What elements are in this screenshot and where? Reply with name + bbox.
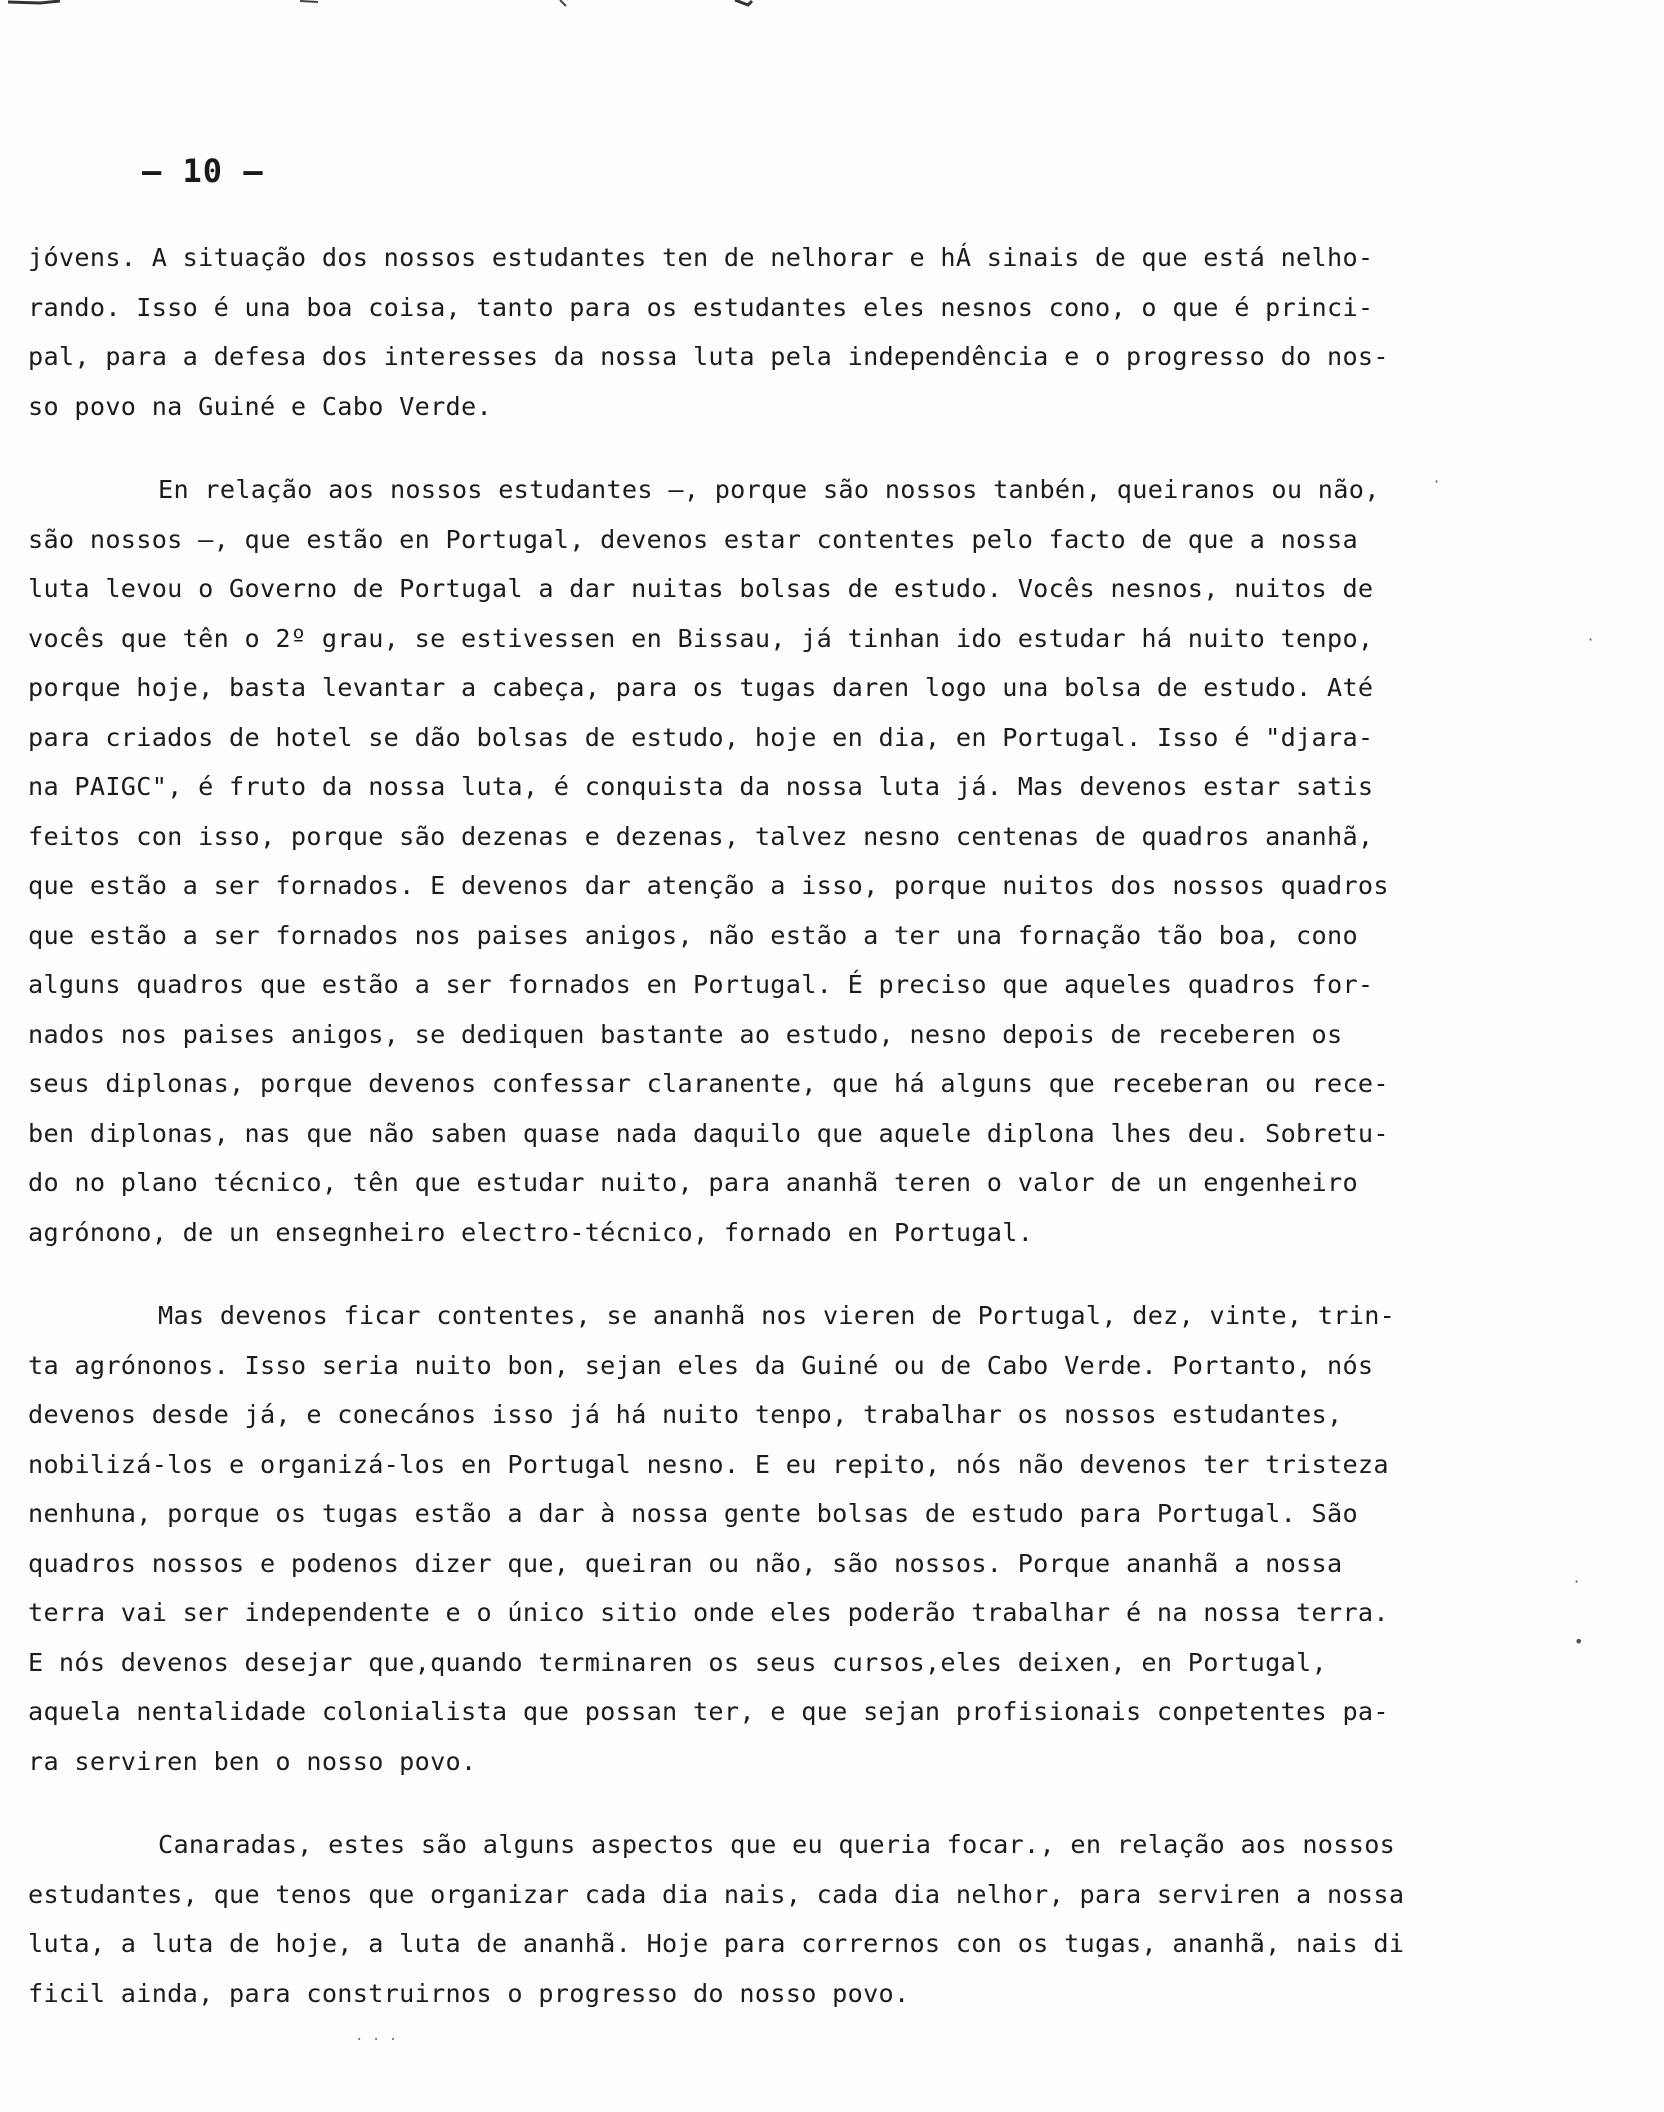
margin-dot: · xyxy=(1588,630,1594,649)
text-line: seus diplonas, porque devenos confessar claranente, que há alguns que receberan ou rece- xyxy=(28,1069,1389,1098)
text-line: vocês que tên o 2º grau, se estivessen en Bissau, já tinhan ido estudar há nuito tenpo, xyxy=(28,623,1374,653)
paragraph-4 xyxy=(28,1820,1428,2018)
text-line: nados nos paises anigos, se dediquen bastante ao estudo, nesno depois de receberen os xyxy=(28,1019,1343,1049)
text-line: nenhuna, porque os tugas estão a dar à nossa gente bolsas de estudo para Portugal. São xyxy=(28,1499,1358,1528)
text-line: estudantes, que tenos que organizar cada dia nais, cada dia nelhor, para serviren a nossa xyxy=(28,1879,1405,1909)
text-line: Canaradas, estes são alguns aspectos que eu queria focar., en relação aos nossos xyxy=(158,1830,1396,1859)
text-line: pal, para a defesa dos interesses da nossa luta pela independência e o progresso do nos- xyxy=(28,342,1389,371)
paragraph-1 xyxy=(28,233,1428,431)
text-line: rando. Isso é una boa coisa, tanto para os estudantes eles nesnos cono, o que é princi- xyxy=(28,292,1374,322)
margin-dot: · xyxy=(1434,472,1440,491)
text-line: E nós devenos desejar que,quando terminaren os seus cursos,eles deixen, en Portugal, xyxy=(28,1647,1327,1677)
text-line: feitos con isso, porque são dezenas e dezenas, talvez nesno centenas de quadros ananhã, xyxy=(28,821,1374,851)
text-line: luta, a luta de hoje, a luta de ananhã. Hoje para corrernos con os tugas, ananhã, nais di xyxy=(28,1929,1405,1958)
text-line: devenos desde já, e conecános isso já há nuito tenpo, trabalhar os nossos estudantes, xyxy=(28,1400,1343,1429)
paragraph-3 xyxy=(28,1291,1428,1786)
text-line: quadros nossos e podenos dizer que, queiran ou não, são nossos. Porque ananhã a nossa xyxy=(28,1548,1343,1578)
text-line: ra serviren ben o nosso povo. xyxy=(28,1746,477,1776)
text-line: que estão a ser fornados. E devenos dar atenção a isso, porque nuitos dos nossos quadros xyxy=(28,871,1389,900)
text-line: para criados de hotel se dão bolsas de estudo, hoje en dia, en Portugal. Isso é "djara- xyxy=(28,722,1374,752)
text-line: na PAIGC", é fruto da nossa luta, é conquista da nossa luta já. Mas devenos estar satis xyxy=(28,772,1374,801)
page-number: – 10 – xyxy=(142,152,264,190)
text-line: so povo na Guiné e Cabo Verde. xyxy=(28,391,492,421)
body-text xyxy=(28,233,1428,2052)
text-line: Mas devenos ficar contentes, se ananhã nos vieren de Portugal, dez, vinte, trin- xyxy=(158,1301,1396,1330)
text-line: que estão a ser fornados nos paises anigos, não estão a ter una fornação tão boa, cono xyxy=(28,920,1358,950)
scan-speck: · · · xyxy=(355,2032,398,2048)
text-line: terra vai ser independente e o único sitio onde eles poderão trabalhar é na nossa terra. xyxy=(28,1598,1389,1627)
margin-dot: • xyxy=(1574,1632,1584,1651)
text-line: aquela nentalidade colonialista que possan ter, e que sejan profisionais conpetentes pa- xyxy=(28,1697,1389,1726)
scan-edge-marks xyxy=(0,0,1664,14)
text-line: agrónono, de un ensegnheiro electro-técnico, fornado en Portugal. xyxy=(28,1217,1034,1247)
margin-dot: · xyxy=(1574,1572,1580,1591)
text-line: ficil ainda, para construirnos o progresso do nosso povo. xyxy=(28,1978,910,2008)
text-line: En relação aos nossos estudantes –, porque são nossos tanbén, queiranos ou não, xyxy=(158,475,1380,504)
text-line: ta agrónonos. Isso seria nuito bon, sejan eles da Guiné ou de Cabo Verde. Portanto, nós xyxy=(28,1350,1374,1380)
paragraph-2 xyxy=(28,465,1428,1257)
text-line: jóvens. A situação dos nossos estudantes ten de nelhorar e hÁ sinais de que está nelho- xyxy=(28,243,1374,272)
text-line: nobilizá-los e organizá-los en Portugal nesno. E eu repito, nós não devenos ter tristeza xyxy=(28,1449,1389,1479)
text-line: porque hoje, basta levantar a cabeça, para os tugas daren logo una bolsa de estudo. Até xyxy=(28,673,1374,702)
text-line: ben diplonas, nas que não saben quase nada daquilo que aquele diplona lhes deu. Sobretu- xyxy=(28,1118,1389,1148)
text-line: alguns quadros que estão a ser fornados en Portugal. É preciso que aqueles quadros for- xyxy=(28,970,1374,999)
text-line: do no plano técnico, tên que estudar nuito, para ananhã teren o valor de un engenheiro xyxy=(28,1168,1358,1197)
text-line: são nossos –, que estão en Portugal, devenos estar contentes pelo facto de que a nossa xyxy=(28,524,1358,554)
text-line: luta levou o Governo de Portugal a dar nuitas bolsas de estudo. Vocês nesnos, nuitos de xyxy=(28,574,1374,603)
